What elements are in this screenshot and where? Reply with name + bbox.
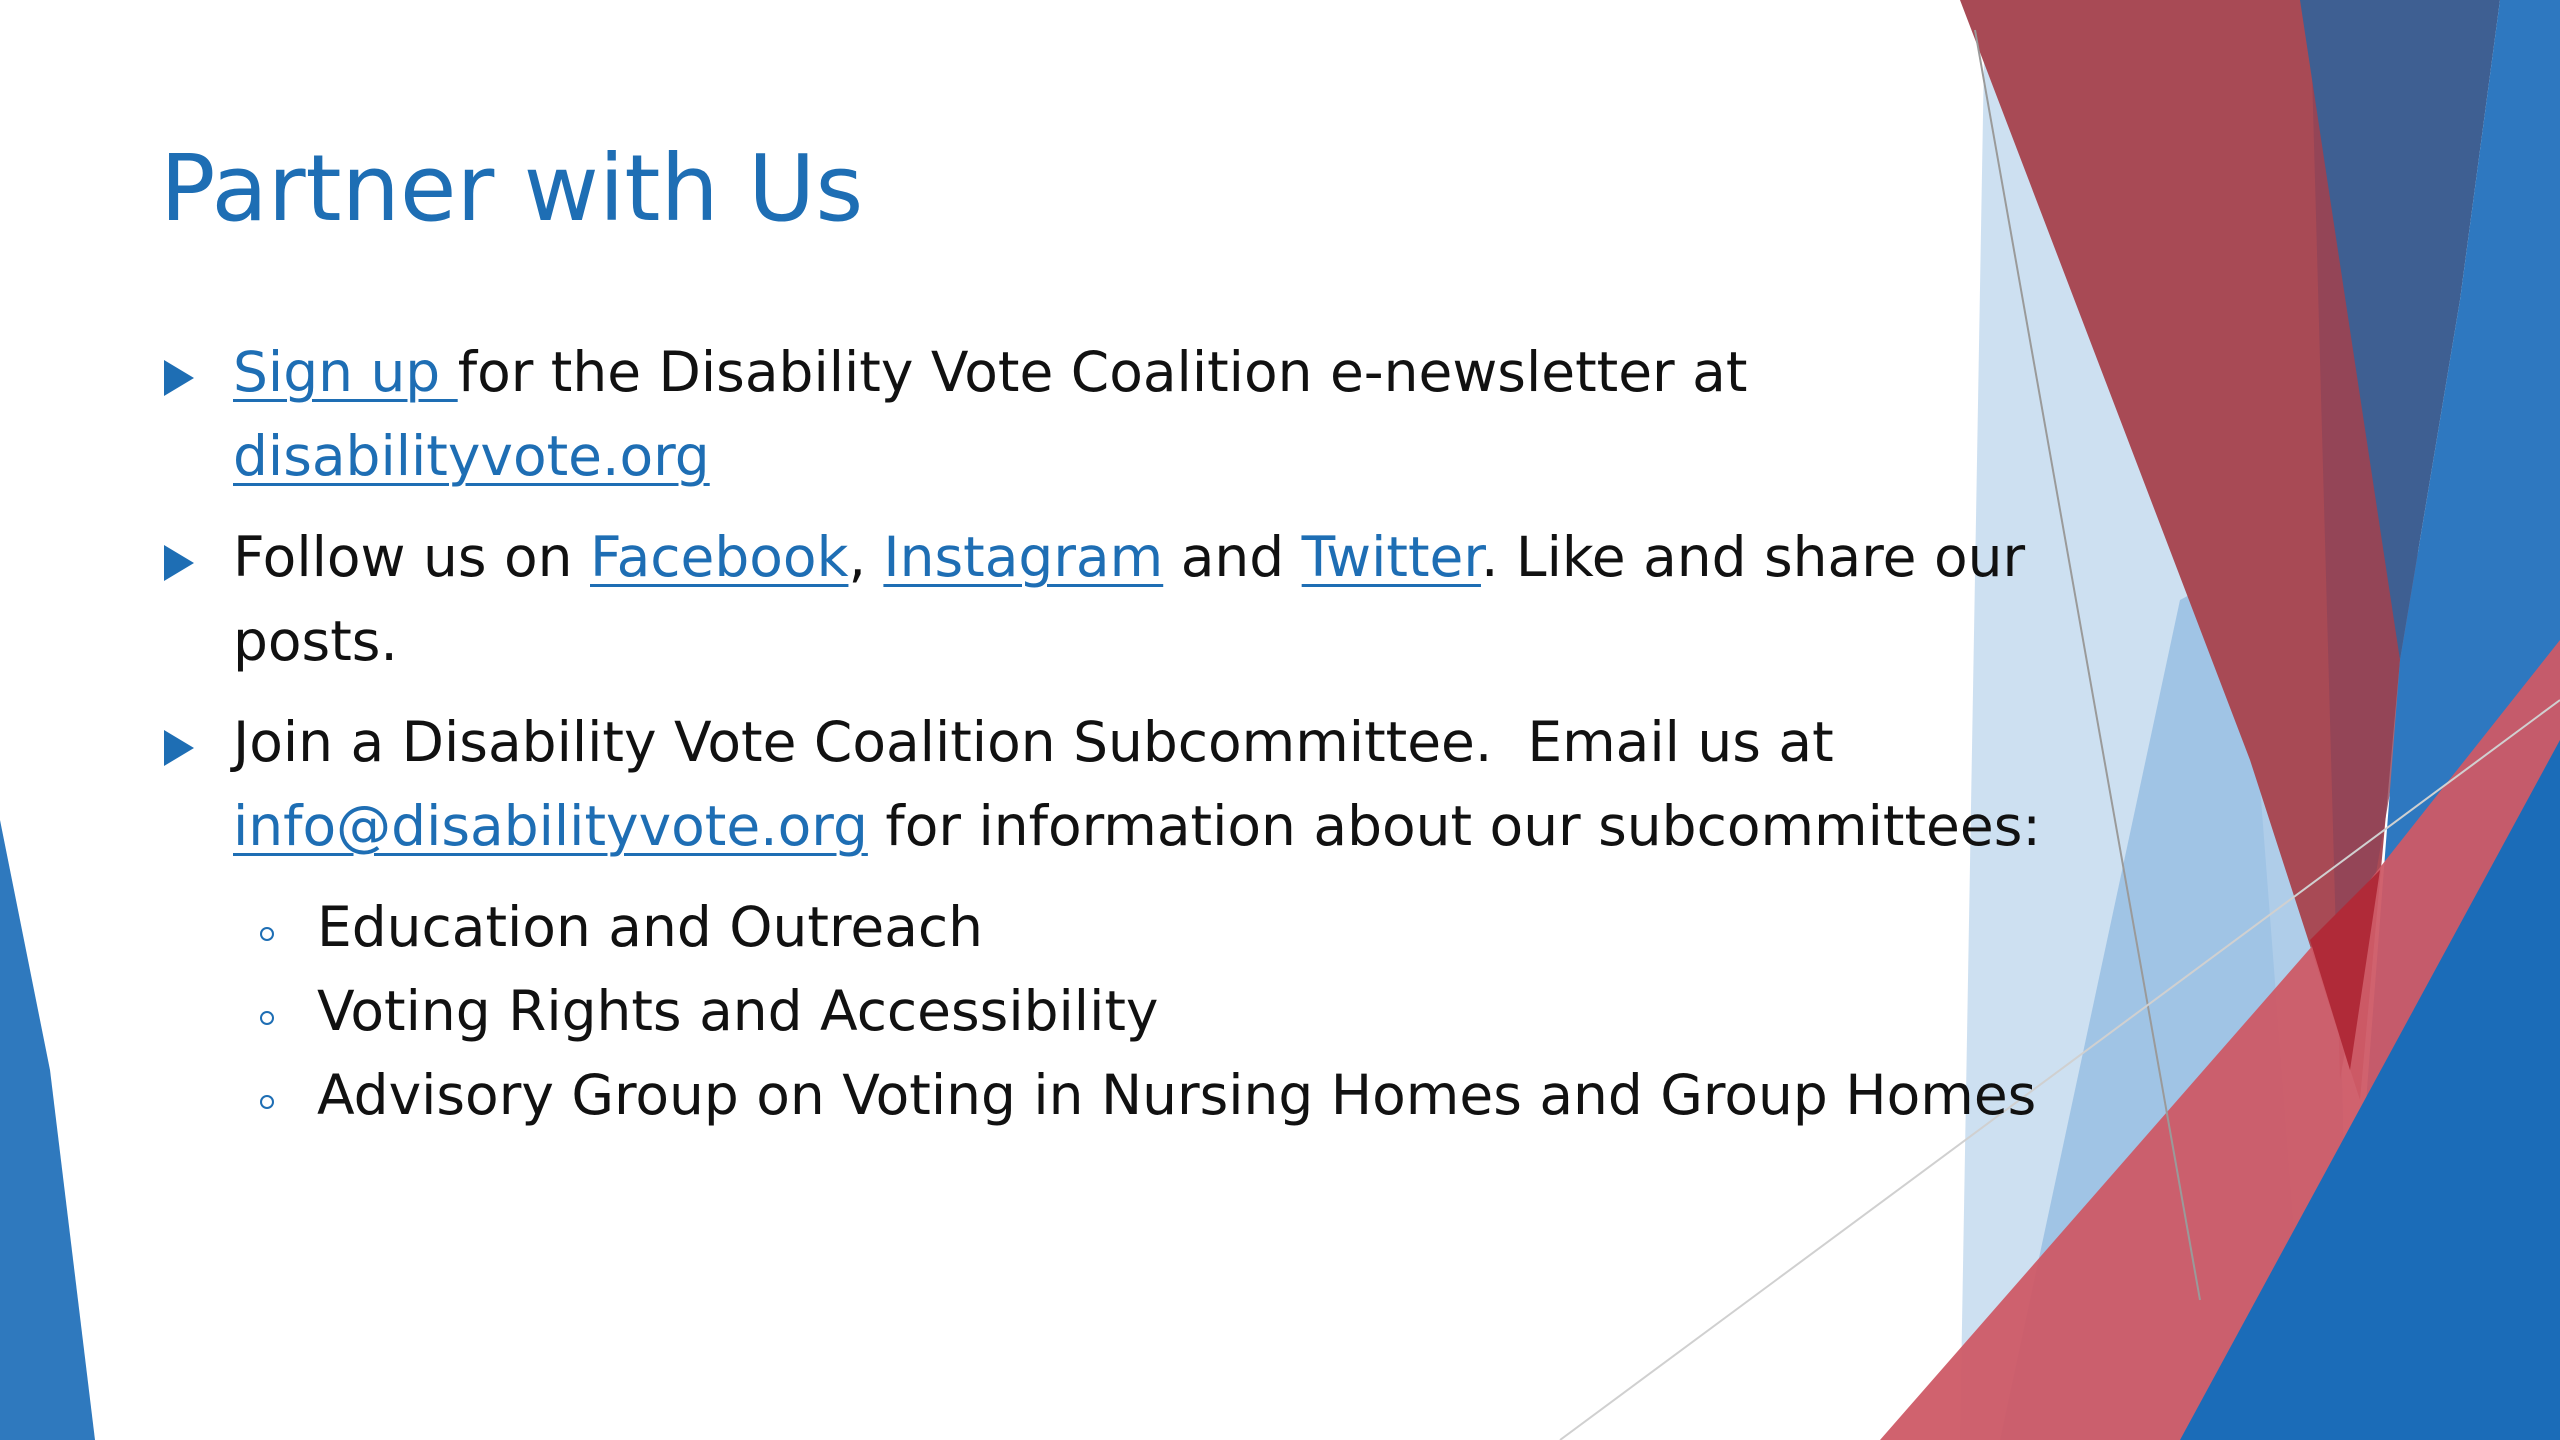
bullet-line: [233, 700, 2000, 784]
hollow-circle-icon: [260, 1011, 274, 1025]
bullet-text: Join a Disability Vote Coalition Subcommittee. Email us at: [233, 710, 1834, 774]
twitter-link[interactable]: Twitter: [1301, 525, 1481, 589]
email-link[interactable]: info@disabilityvote.org: [233, 794, 868, 858]
bullet-newsletter: [160, 330, 2000, 498]
sign-up-link[interactable]: Sign up: [233, 340, 458, 404]
bullet-social: [160, 515, 2026, 683]
bullet-text: . Like and share our: [1480, 525, 2026, 589]
subcommittee-label: Voting Rights and Accessibility: [317, 979, 1159, 1043]
bullet-line: [233, 414, 2000, 498]
subcommittee-item: [160, 1053, 2037, 1137]
hollow-circle-icon: [260, 927, 274, 941]
bullet-subcommittee: [160, 700, 2041, 1137]
slide-title: Partner with Us: [160, 135, 864, 242]
bullet-text: for information about our subcommittees:: [867, 794, 2041, 858]
triangle-arrow-icon: [164, 360, 194, 396]
disabilityvote-link[interactable]: disabilityvote.org: [233, 424, 710, 488]
triangle-arrow-icon: [164, 545, 194, 581]
bullet-text: for the Disability Vote Coalition e-newsletter at: [457, 340, 1748, 404]
bullet-line: [233, 330, 2000, 414]
bullet-text: ,: [848, 525, 884, 589]
subcommittee-item: [160, 885, 2000, 969]
hollow-circle-icon: [260, 1095, 274, 1109]
bullet-line: [233, 515, 2026, 599]
blue-facet-left: [0, 820, 95, 1440]
bullet-text: and: [1163, 525, 1302, 589]
facebook-link[interactable]: Facebook: [590, 525, 849, 589]
subcommittee-list: [233, 885, 2037, 1137]
subcommittee-label: Advisory Group on Voting in Nursing Homes and Group Homes: [317, 1063, 2037, 1127]
subcommittee-label: Education and Outreach: [317, 895, 984, 959]
bullet-text: Follow us on: [233, 525, 590, 589]
bullet-line: [233, 599, 2000, 683]
instagram-link[interactable]: Instagram: [883, 525, 1164, 589]
bullet-text: posts.: [233, 609, 398, 673]
triangle-arrow-icon: [164, 730, 194, 766]
subcommittee-item: [160, 969, 2000, 1053]
bullet-list: [160, 330, 2041, 1154]
bullet-line: [233, 784, 2041, 868]
